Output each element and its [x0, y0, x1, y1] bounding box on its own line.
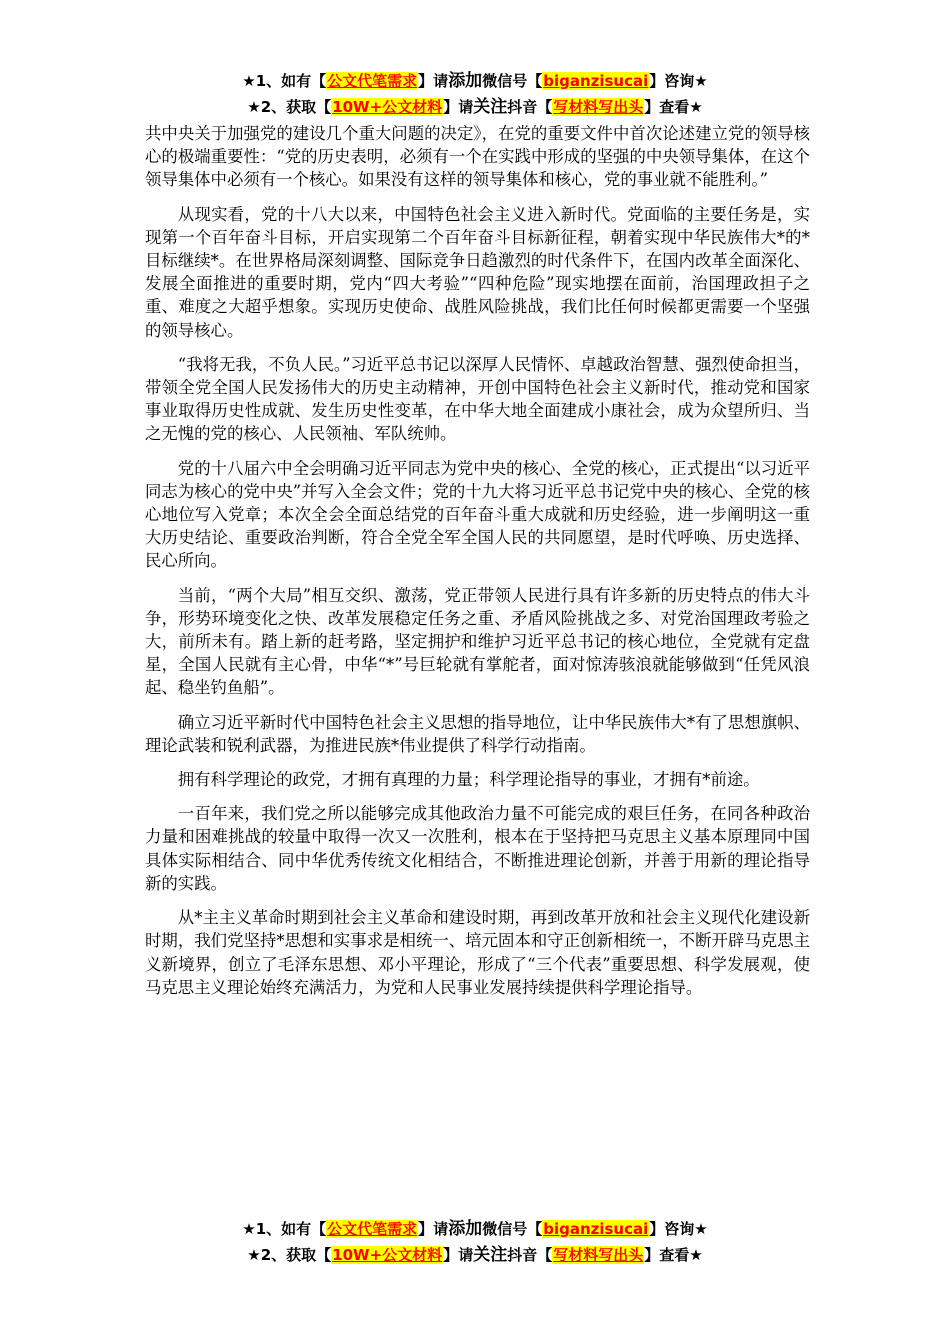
highlight-text: 10W+公文材料: [332, 98, 443, 116]
paragraph: 党的十八届六中全会明确习近平同志为党中央的核心、全党的核心，正式提出“以习近平同志为核心的党中央”并写入全会文件；党的十九大将习近平总书记党中央的核心、全党的核心地位写入党章；本次全会全面总结党的百年奋斗重大成就和历史经验，进一步阐明这一重大历史结论、重要政治判断，符合全党全军全国人民的共同愿望，是时代呼唤、历史选择、民心所向。: [145, 458, 810, 571]
promo-text: 】咨询★: [649, 72, 708, 90]
paragraph: 当前，“两个大局”相互交织、激荡，党正带领人民进行具有许多新的历史特点的伟大斗争，形势环境变化之快、改革发展稳定任务之重、矛盾风险挑战之多、对党治国理政考验之大，前所未有。踏上新的赶考路，坚定拥护和维护习近平总书记的核心地位，全党就有定盘星，全国人民就有主心骨，中华“*”号巨轮就有掌舵者，面对惊涛骇浪就能够做到“任凭风浪起、稳坐钓鱼船”。: [145, 585, 810, 698]
emphasis-text: 添加: [448, 71, 483, 91]
promo-line-2: [0, 1242, 950, 1268]
promo-text: ★2、获取【: [247, 1246, 332, 1264]
paragraph: “我将无我，不负人民。”习近平总书记以深厚人民情怀、卓越政治智慧、强烈使命担当，带领全党全国人民发扬伟大的历史主动精神，开创中国特色社会主义新时代，推动党和国家事业取得历史性成就、发生历史性变革，在中华大地全面建成小康社会，成为众望所归、当之无愧的党的核心、人民领袖、军队统帅。: [145, 354, 810, 444]
promo-line-1: [0, 68, 950, 94]
emphasis-text: 添加: [448, 1219, 483, 1239]
promo-text: 抖音【: [507, 1246, 553, 1264]
promo-text: 】请: [443, 1246, 474, 1264]
highlight-text: 10W+公文材料: [332, 1246, 443, 1264]
promo-text: 】查看★: [644, 1246, 703, 1264]
highlight-text: 公文代笔需求: [327, 72, 418, 90]
paragraph: 共中央关于加强党的建设几个重大问题的决定》，在党的重要文件中首次论述建立党的领导核心的极端重要性：“党的历史表明，必须有一个在实践中形成的坚强的中央领导集体，在这个领导集体中必须有一个核心。如果没有这样的领导集体和核心，党的事业就不能胜利。”: [145, 124, 810, 190]
promo-text: 】请: [418, 1220, 449, 1238]
emphasis-text: 关注: [473, 1245, 508, 1265]
promo-text: 抖音【: [507, 98, 553, 116]
promo-text: 】咨询★: [649, 1220, 708, 1238]
promo-text: 微信号【: [482, 72, 543, 90]
douyin-id: 写材料写出头: [553, 98, 644, 116]
promo-text: 】请: [443, 98, 474, 116]
emphasis-text: 关注: [473, 97, 508, 117]
promo-text: ★1、如有【: [242, 1220, 327, 1238]
promo-line-1: [0, 1216, 950, 1242]
promo-text: 微信号【: [482, 1220, 543, 1238]
highlight-text: 公文代笔需求: [327, 1220, 418, 1238]
promo-text: 】请: [418, 72, 449, 90]
promo-text: ★2、获取【: [247, 98, 332, 116]
promo-text: 】查看★: [644, 98, 703, 116]
star-icon: ★1、如有【: [242, 72, 327, 90]
wechat-id: biganzisucai: [543, 72, 649, 90]
wechat-id: biganzisucai: [543, 1220, 649, 1238]
paragraph: 从现实看，党的十八大以来，中国特色社会主义进入新时代。党面临的主要任务是，实现第一个百年奋斗目标，开启实现第二个百年奋斗目标新征程，朝着实现中华民族伟大*的*目标继续*。在世界格局深刻调整、国际竞争日趋激烈的时代条件下，在国内改革全面深化、发展全面推进的重要时期，党内“四大考验”“四种危险”现实地摆在面前，治国理政担子之重、难度之大超乎想象。实现历史使命、战胜风险挑战，我们比任何时候都更需要一个坚强的领导核心。: [145, 204, 810, 340]
promo-banner-top: [0, 68, 950, 120]
douyin-id: 写材料写出头: [553, 1246, 644, 1264]
paragraph: 一百年来，我们党之所以能够完成其他政治力量不可能完成的艰巨任务，在同各种政治力量和困难挑战的较量中取得一次又一次胜利，根本在于坚持把马克思主义基本原理同中国具体实际相结合、同中华优秀传统文化相结合，不断推进理论创新，并善于用新的理论指导新的实践。: [145, 804, 810, 893]
paragraph: 拥有科学理论的政党，才拥有真理的力量；科学理论指导的事业，才拥有*前途。: [177, 770, 760, 790]
promo-banner-bottom: [0, 1216, 950, 1268]
article-body: [145, 122, 810, 1010]
paragraph: 从*主主义革命时期到社会主义革命和建设时期，再到改革开放和社会主义现代化建设新时期，我们党坚持*思想和实事求是相统一、培元固本和守正创新相统一，不断开辟马克思主义新境界，创立了毛泽东思想、邓小平理论，形成了“三个代表”重要思想、科学发展观，使马克思主义理论始终充满活力，为党和人民事业发展持续提供科学理论指导。: [145, 908, 810, 997]
promo-line-2: [0, 94, 950, 120]
paragraph: 确立习近平新时代中国特色社会主义思想的指导地位，让中华民族伟大*有了思想旗帜、理论武装和锐利武器，为推进民族*伟业提供了科学行动指南。: [145, 712, 810, 755]
